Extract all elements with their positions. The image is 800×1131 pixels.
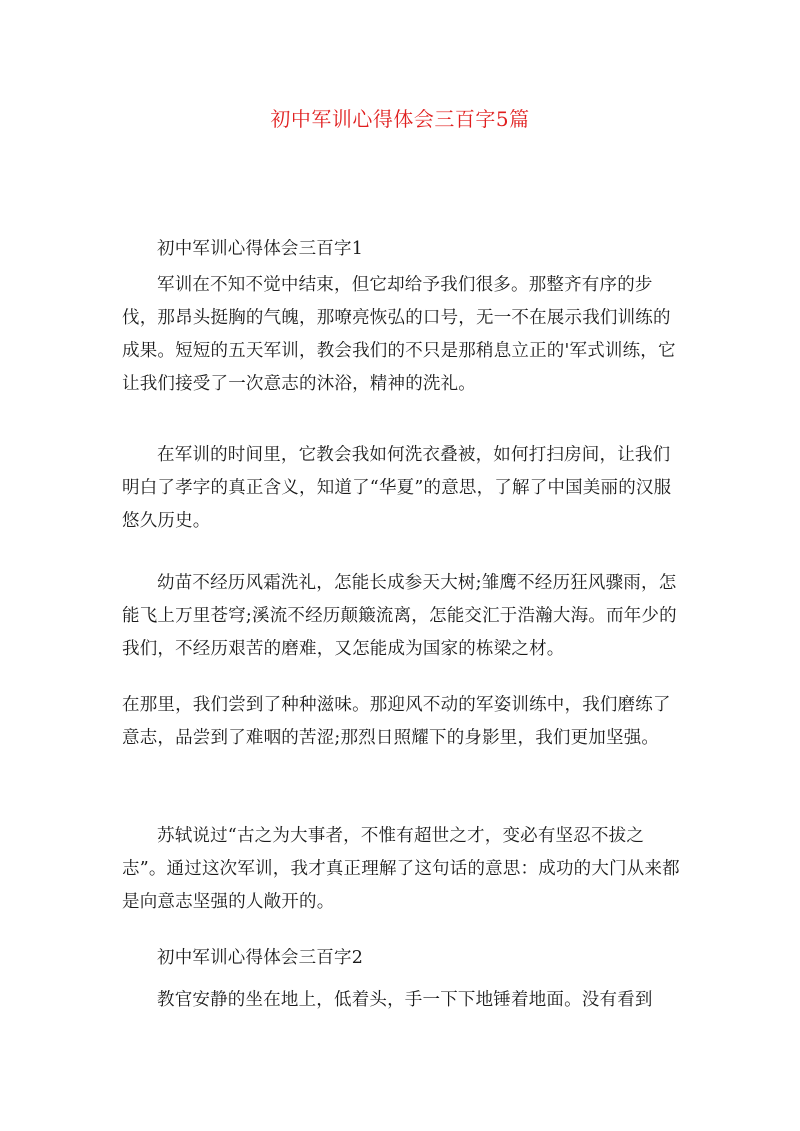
- paragraph-2-1: 教官安静的坐在地上，低着头，手一下下地锤着地面。没有看到: [157, 990, 653, 1010]
- paragraph-1-5: 苏轼说过“古之为大事者，不惟有超世之才，变必有坚忍不拔之志”。通过这次军训，我才真正理解了这句话的意思：成功的大门从来都是向意志坚强的人敞开的。: [122, 826, 680, 912]
- section-heading-2: 初中军训心得体会三百字2: [157, 948, 364, 968]
- paragraph-1-4: 在那里，我们尝到了种种滋味。那迎风不动的军姿训练中，我们磨练了意志，品尝到了难咽的苦涩;那烈日照耀下的身影里，我们更加坚强。: [122, 695, 671, 748]
- document-title: 初中军训心得体会三百字5篇: [270, 107, 530, 131]
- paragraph-1-2: 在军训的时间里，它教会我如何洗衣叠被，如何打扫房间，让我们明白了孝字的真正含义，知道了“华夏”的意思，了解了中国美丽的汉服悠久历史。: [122, 445, 672, 531]
- paragraph-1-1: 军训在不知不觉中结束，但它却给予我们很多。那整齐有序的步伐，那昂头挺胸的气魄，那嘹亮恢弘的口号，无一不在展示我们训练的成果。短短的五天军训，教会我们的不只是那稍息立正的'军式训练，它让我们接受了一次意志的沐浴，精神的洗礼。: [122, 275, 676, 394]
- section-heading-1: 初中军训心得体会三百字1: [157, 239, 364, 259]
- paragraph-1-3: 幼苗不经历风霜洗礼，怎能长成参天大树;雏鹰不经历狂风骤雨，怎能飞上万里苍穹;溪流不经历颠簸流离，怎能交汇于浩瀚大海。而年少的我们，不经历艰苦的磨难，又怎能成为国家的栋梁之材。: [122, 573, 677, 659]
